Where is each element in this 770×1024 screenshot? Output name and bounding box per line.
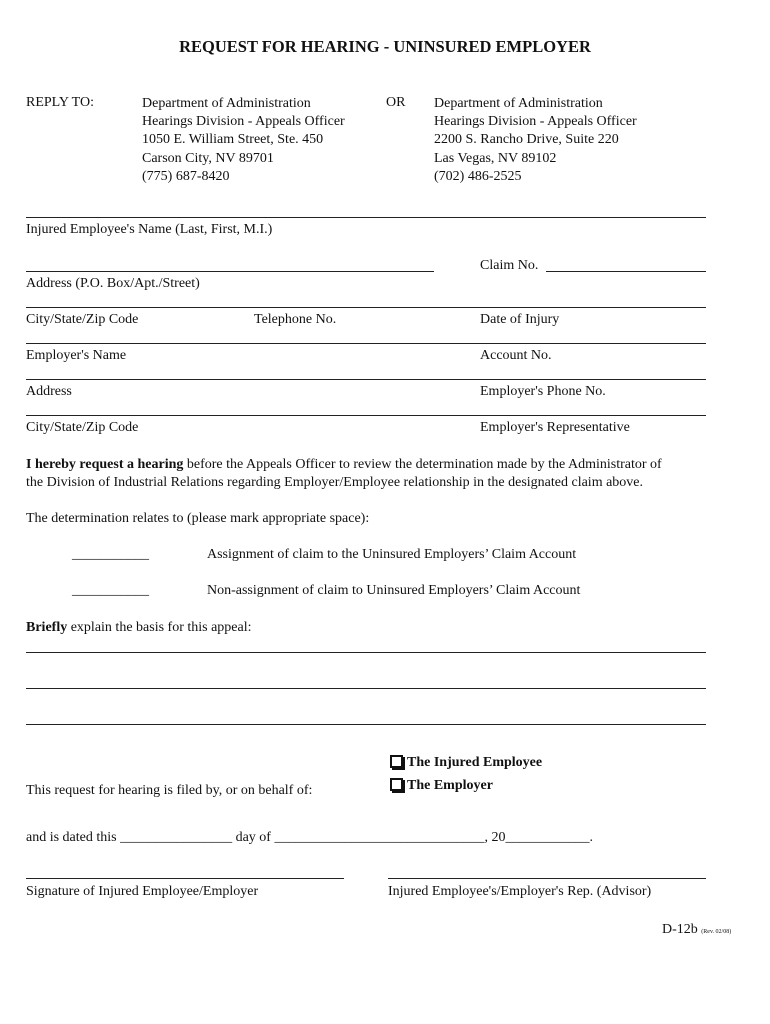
- checkbox-employer-label: The Employer: [407, 778, 493, 793]
- employer-phone-label: Employer's Phone No.: [480, 384, 606, 399]
- checkbox-injured-employee-row[interactable]: [390, 755, 542, 771]
- account-no-label: Account No.: [480, 348, 552, 363]
- address-po-line[interactable]: [26, 271, 434, 272]
- address-line: 2200 S. Rancho Drive, Suite 220: [434, 132, 619, 148]
- request-line-1: [26, 457, 662, 473]
- signature-line[interactable]: [26, 878, 344, 879]
- briefly-bold: Briefly: [26, 620, 68, 635]
- revision-text: (Rev. 02/08): [701, 929, 732, 935]
- request-bold: I hereby request a hearing: [26, 457, 184, 472]
- option1-label: Assignment of claim to the Uninsured Employers’ Claim Account: [207, 547, 577, 562]
- injured-name-label: Injured Employee's Name (Last, First, M.I.): [26, 222, 273, 237]
- address-line: 1050 E. William Street, Ste. 450: [142, 132, 324, 148]
- request-rest: before the Appeals Officer to review the determination made by the Administrator of: [183, 457, 662, 472]
- form-number: [662, 922, 731, 938]
- determination-intro: The determination relates to (please mark appropriate space):: [26, 511, 370, 526]
- telephone-label: Telephone No.: [254, 312, 337, 327]
- address-label: Address: [26, 384, 72, 399]
- rep-signature-label: Injured Employee's/Employer's Rep. (Advisor): [388, 884, 652, 899]
- checkbox-employer-row[interactable]: [390, 778, 493, 794]
- briefly-rest: explain the basis for this appeal:: [67, 620, 252, 635]
- city-state-zip-label-2: City/State/Zip Code: [26, 420, 139, 435]
- checkbox-icon[interactable]: [390, 755, 403, 768]
- claim-no-line[interactable]: [546, 271, 706, 272]
- address-line: Hearings Division - Appeals Officer: [434, 114, 637, 130]
- address-carson-city: [142, 95, 345, 186]
- employer-address-line[interactable]: [26, 379, 706, 380]
- request-line-2: the Division of Industrial Relations regarding Employer/Employee relationship in the designated claim above.: [26, 475, 644, 490]
- employer-name-line[interactable]: [26, 343, 706, 344]
- page-title: REQUEST FOR HEARING - UNINSURED EMPLOYER: [179, 37, 591, 56]
- option2-blank[interactable]: ___________: [72, 583, 149, 598]
- explanation-line-3[interactable]: [26, 724, 706, 725]
- address-line: (775) 687-8420: [142, 168, 230, 184]
- injured-name-line[interactable]: [26, 217, 706, 218]
- option1-blank[interactable]: ___________: [72, 547, 149, 562]
- briefly-label: [26, 620, 252, 636]
- address-line: Las Vegas, NV 89102: [434, 150, 557, 166]
- checkbox-icon[interactable]: [390, 778, 403, 791]
- option2-label: Non-assignment of claim to Uninsured Employers’ Claim Account: [207, 583, 581, 598]
- form-number-text: D-12b: [662, 922, 698, 937]
- address-line: (702) 486-2525: [434, 168, 522, 184]
- address-line: Carson City, NV 89701: [142, 150, 274, 166]
- address-po-label: Address (P.O. Box/Apt./Street): [26, 276, 200, 291]
- address-las-vegas: [434, 95, 637, 186]
- dated-line[interactable]: and is dated this ________________ day of ______________________________, 20____________.: [26, 830, 593, 845]
- address-line: Department of Administration: [142, 96, 311, 111]
- reply-to-label: REPLY TO:: [26, 95, 94, 110]
- employer-name-label: Employer's Name: [26, 348, 127, 363]
- or-label: OR: [386, 95, 406, 110]
- signature-label: Signature of Injured Employee/Employer: [26, 884, 259, 899]
- filed-by-label: This request for hearing is filed by, or on behalf of:: [26, 783, 313, 798]
- employer-city-line[interactable]: [26, 415, 706, 416]
- city-phone-injury-line[interactable]: [26, 307, 706, 308]
- claim-no-label: Claim No.: [480, 258, 539, 273]
- address-line: Department of Administration: [434, 96, 603, 111]
- address-line: Hearings Division - Appeals Officer: [142, 114, 345, 130]
- city-state-zip-label: City/State/Zip Code: [26, 312, 139, 327]
- checkbox-injured-employee-label: The Injured Employee: [407, 755, 543, 770]
- employer-rep-label: Employer's Representative: [480, 420, 630, 435]
- rep-signature-line[interactable]: [388, 878, 706, 879]
- date-of-injury-label: Date of Injury: [480, 312, 560, 327]
- explanation-line-1[interactable]: [26, 652, 706, 653]
- explanation-line-2[interactable]: [26, 688, 706, 689]
